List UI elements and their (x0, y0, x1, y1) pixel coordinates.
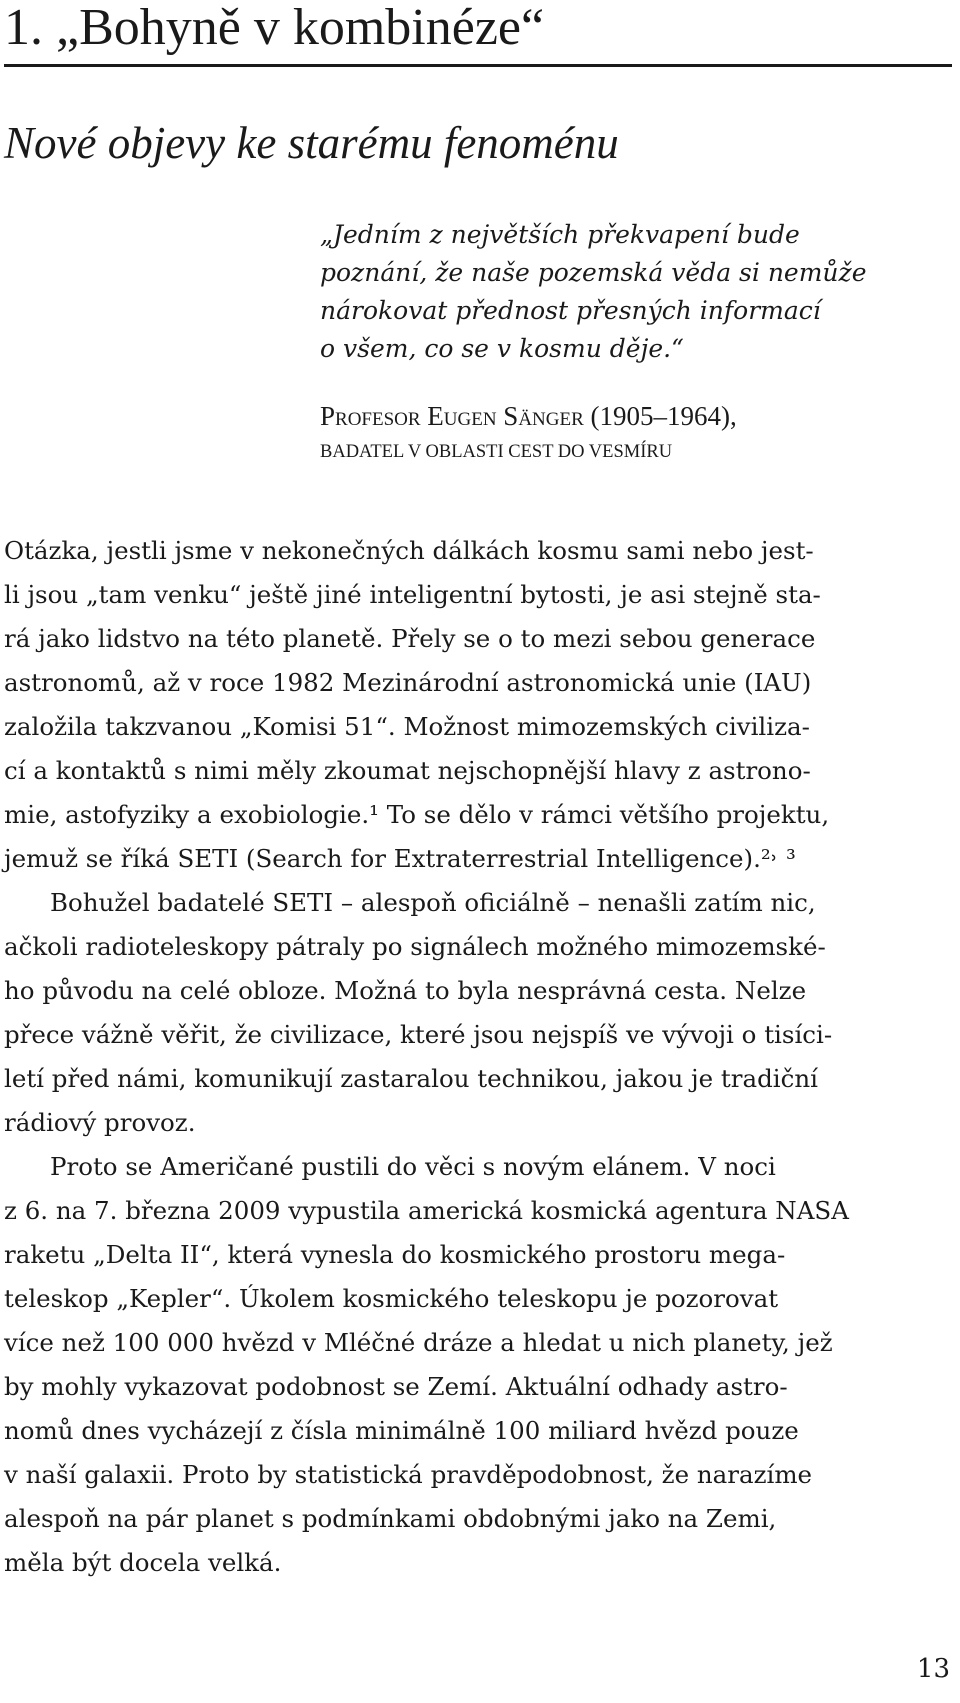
epigraph-line: nárokovat přednost přesných informací (320, 296, 821, 325)
attribution-role: BADATEL V OBLASTI CEST DO VESMÍRU (320, 442, 673, 462)
body-line: nomů dnes vycházejí z čísla minimálně 100 miliard hvězd pouze (4, 1416, 799, 1445)
body-line: ho původu na celé obloze. Možná to byla nesprávná cesta. Nelze (4, 976, 807, 1005)
section-title: Nové objevy ke starému fenoménu (4, 118, 619, 168)
body-line: v naší galaxii. Proto by statistická pravděpodobnost, že narazíme (4, 1460, 813, 1489)
epigraph-line: o všem, co se v kosmu děje.“ (320, 334, 684, 363)
body-line: by mohly vykazovat podobnost se Zemí. Aktuální odhady astro- (4, 1372, 788, 1401)
body-line: z 6. na 7. března 2009 vypustila americká kosmická agentura NASA (4, 1196, 849, 1225)
title-rule (4, 64, 952, 67)
epigraph (320, 216, 940, 468)
body-line: měla být docela velká. (4, 1548, 282, 1577)
body-line: rádiový provoz. (4, 1108, 196, 1137)
epigraph-line: „Jedním z největších překvapení bude (320, 220, 800, 249)
body-line: jemuž se říká SETI (Search for Extraterrestrial Intelligence).²˒ ³ (4, 844, 796, 873)
body-line: raketu „Delta II“, která vynesla do kosmického prostoru mega- (4, 1240, 786, 1269)
body-line: letí před námi, komunikují zastaralou technikou, jakou je tradiční (4, 1064, 818, 1093)
body-line: teleskop „Kepler“. Úkolem kosmického teleskopu je pozorovat (4, 1284, 779, 1313)
chapter-title: 1. „Bohyně v kombinéze“ (4, 0, 545, 56)
body-line: cí a kontaktů s nimi měly zkoumat nejschopnější hlavy z astrono- (4, 756, 811, 785)
body-text (4, 529, 956, 1585)
epigraph-line: poznání, že naše pozemská věda si nemůže (320, 258, 867, 287)
page-number: 13 (916, 1654, 950, 1684)
body-line: astronomů, až v roce 1982 Mezinárodní astronomická unie (IAU) (4, 668, 812, 697)
body-line: Otázka, jestli jsme v nekonečných dálkách kosmu sami nebo jest- (4, 536, 814, 565)
body-line: mie, astofyziky a exobiologie.¹ To se dělo v rámci většího projektu, (4, 800, 830, 829)
attribution-author: Profesor Eugen Sänger (1905–1964), (320, 401, 737, 431)
body-line: alespoň na pár planet s podmínkami obdobnými jako na Zemi, (4, 1504, 777, 1533)
body-line: li jsou „tam venku“ ještě jiné inteligentní bytosti, je asi stejně sta- (4, 580, 821, 609)
body-line: rá jako lidstvo na této planetě. Přely se o to mezi sebou generace (4, 624, 816, 653)
body-line: založila takzvanou „Komisi 51“. Možnost mimozemských civiliza- (4, 712, 810, 741)
body-line: přece vážně věřit, že civilizace, které jsou nejspíš ve vývoji o tisíci- (4, 1020, 833, 1049)
body-line: ačkoli radioteleskopy pátraly po signálech možného mimozemské- (4, 932, 826, 961)
body-line: více než 100 000 hvězd v Mléčné dráze a hledat u nich planety, jež (4, 1328, 833, 1357)
body-line: Proto se Američané pustili do věci s novým elánem. V noci (50, 1152, 776, 1181)
body-line: Bohužel badatelé SETI – alespoň oficiálně – nenašli zatím nic, (50, 888, 816, 917)
epigraph-attribution (320, 396, 940, 468)
